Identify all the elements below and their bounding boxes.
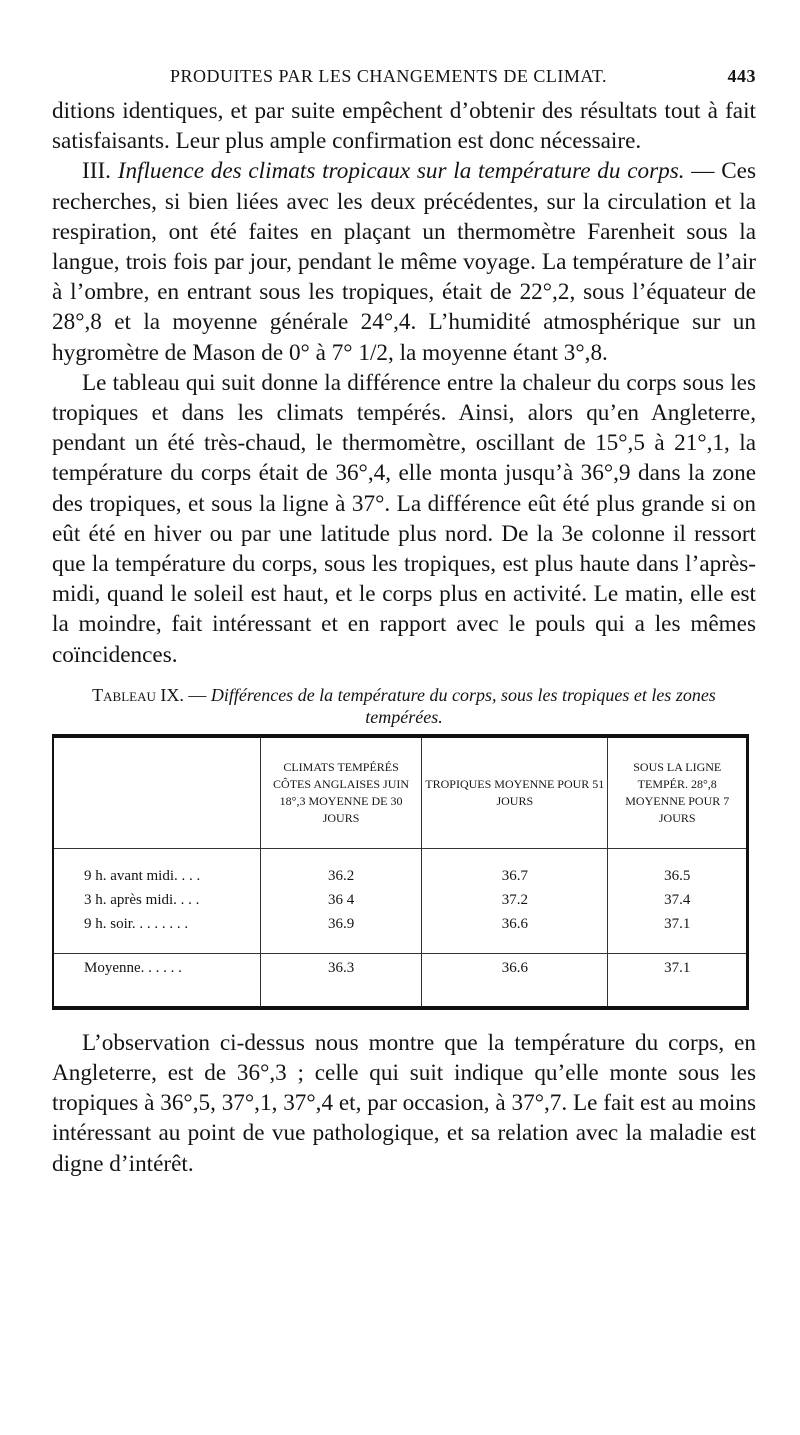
book-page — [52, 66, 756, 1179]
table-row — [54, 913, 746, 937]
paragraph-1: ditions identiques, et par suite empêchent d’obtenir des résultats tout à fait satisfaisants. Leur plus ample confirmation est donc nécessaire. — [52, 98, 756, 155]
average-cell: 36.6 — [422, 953, 608, 984]
table-cell: 36.6 — [422, 913, 608, 937]
table-cell: 37.4 — [608, 889, 746, 913]
table-row — [54, 889, 746, 913]
table-cell: 37.2 — [422, 889, 608, 913]
table-label: Tableau IX. — [92, 684, 184, 705]
row-label: 9 h. soir. . . . . . . . — [84, 916, 189, 933]
average-cell: 36.3 — [260, 953, 421, 984]
table-cell: 37.1 — [608, 913, 746, 937]
table-header-row — [54, 738, 746, 849]
table-cell: 36.2 — [260, 865, 421, 889]
header-cell-temperate: CLIMATS TEMPÉRÉS CÔTES ANGLAISES JUIN 18°,3 MOYENNE DE 30 JOURS — [260, 738, 421, 849]
spacer-row — [54, 937, 746, 954]
spacer-row — [54, 848, 746, 865]
spacer-row — [54, 984, 746, 1006]
average-row — [54, 953, 746, 984]
table-caption — [52, 684, 756, 728]
table-cell: 36.5 — [608, 865, 746, 889]
table-title: Différences de la température du corps, sous les tropiques et les zones tempérées. — [210, 684, 716, 727]
paragraph-4: L’observation ci-dessus nous montre que la température du corps, en Angleterre, est de 36°,3 ; celle qui suit indique qu’elle monte sous les tropiques à 36°,5, 37°,1, 37°,4 et, par occasion, à 37°,7. Le fait est au moins intéressant au point de vue pathologique, et sa relation avec la maladie est digne d’intérêt. — [52, 1029, 756, 1177]
row-label: 3 h. après midi. . . . — [84, 892, 200, 909]
table-cell: 36 4 — [260, 889, 421, 913]
header-cell-tropics: TROPIQUES MOYENNE POUR 51 JOURS — [422, 738, 608, 849]
data-table-frame — [52, 734, 749, 1010]
temperature-table — [54, 738, 746, 1006]
row-label: 9 h. avant midi. . . . — [84, 868, 201, 885]
paragraph-2 — [52, 156, 756, 367]
section-number: III. — [82, 158, 118, 185]
header-cell-blank — [54, 738, 260, 849]
average-cell: 37.1 — [608, 953, 746, 984]
table-row — [54, 865, 746, 889]
table-cell: 36.9 — [260, 913, 421, 937]
page-number: 443 — [727, 66, 756, 86]
running-header — [52, 66, 756, 96]
section-heading: Influence des climats tropicaux sur la température du corps. — [117, 158, 685, 185]
average-label: Moyenne. . . . . . — [54, 953, 260, 984]
caption-dash: — — [183, 684, 211, 705]
section-body: — Ces recherches, si bien liées avec les deux précédentes, sur la circulation et la respiration, ont été faites en plaçant un thermomètre Farenheit sous la langue, trois fois par jour, pendant le même voyage. La température de l’air à l’ombre, en entrant sous les tropiques, était de 22°,2, sous l’équateur de 28°,8 et la moyenne générale 24°,4. L’humidité atmosphérique sur un hygromètre de Mason de 0° à 7° 1/2, la moyenne étant 3°,8. — [52, 158, 756, 366]
table-cell: 36.7 — [422, 865, 608, 889]
paragraph-3: Le tableau qui suit donne la différence entre la chaleur du corps sous les tropiques et dans les climats tempérés. Ainsi, alors qu’en Angleterre, pendant un été très-chaud, le thermomètre, oscillant de 15°,5 à 21°,1, la température du corps était de 36°,4, elle monta jusqu’à 36°,9 dans la zone des tropiques, et sous la ligne à 37°. La différence eût été plus grande si on eût été en hiver ou par une latitude plus nord. De la 3e colonne il ressort que la température du corps, sous les tropiques, est plus haute dans l’après-midi, quand le soleil est haut, et le corps plus en activité. Le matin, elle est la moindre, fait intéressant et en rapport avec le pouls qui a les mêmes coïncidences. — [52, 369, 756, 668]
header-cell-equator: SOUS LA LIGNE TEMPÉR. 28°,8 MOYENNE POUR 7 JOURS — [608, 738, 746, 849]
running-title: PRODUITES PAR LES CHANGEMENTS DE CLIMAT. — [170, 66, 608, 86]
